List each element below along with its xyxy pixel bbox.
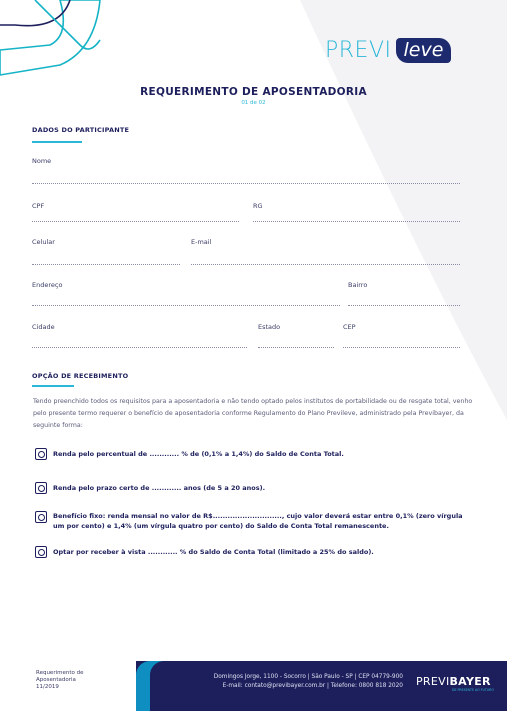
option-percentual-text: Renda pelo percentual de ............ % de (0,1% a 1,4%) do Saldo de Conta Total. xyxy=(53,450,344,458)
page-title: REQUERIMENTO DE APOSENTADORIA xyxy=(140,86,367,98)
endereco-field[interactable] xyxy=(32,305,340,306)
logo-suffix: leve xyxy=(396,38,452,63)
estado-label: Estado xyxy=(258,323,281,331)
option-prazo-text: Renda pelo prazo certo de ............ anos (de 5 a 20 anos). xyxy=(53,484,266,492)
previleve-logo xyxy=(325,36,451,64)
bairro-field[interactable] xyxy=(348,305,460,306)
footer-doc-line3: 11/2019 xyxy=(36,684,59,690)
section-underline xyxy=(32,141,82,143)
option-vista-radio[interactable] xyxy=(35,546,47,558)
endereco-label: Endereço xyxy=(32,281,63,289)
page-indicator: 01 de 02 xyxy=(241,100,266,106)
logo-prefix: PREVI xyxy=(325,37,392,63)
cidade-field[interactable] xyxy=(32,347,247,348)
receipt-heading: OPÇÃO DE RECEBIMENTO xyxy=(32,372,129,380)
estado-field[interactable] xyxy=(258,347,334,348)
footer-tagline: DE PRESENTE AO FUTURO xyxy=(452,688,494,692)
footer-email-phone: E-mail: contato@previbayer.com.br | Telefone: 0800 818 2020 xyxy=(222,683,403,689)
cep-field[interactable] xyxy=(343,347,460,348)
rg-field[interactable] xyxy=(253,221,460,222)
participant-heading: DADOS DO PARTICIPANTE xyxy=(32,126,130,134)
section-underline xyxy=(32,385,74,387)
footer-contact xyxy=(190,673,403,691)
nome-field[interactable] xyxy=(32,183,460,184)
footer-doc-info xyxy=(36,670,83,691)
footer-logo-light: PREVI xyxy=(416,675,450,688)
option-fixo-radio[interactable] xyxy=(35,511,47,523)
celular-field[interactable] xyxy=(32,264,180,265)
footer-logo-bold: BAYER xyxy=(449,675,491,688)
email-label: E-mail xyxy=(191,238,212,246)
intro-paragraph: Tendo preenchido todos os requisitos para a aposentadoria e não tendo optado pelos institutos de portabilidade ou de resgate total, venho pelo presente termo requerer o benefício de aposentadoria conforme Regulamento do Plano Previleve, administrado pela Previbayer, da seguinte forma: xyxy=(33,398,473,429)
celular-label: Celular xyxy=(32,238,55,246)
cpf-label: CPF xyxy=(32,202,45,210)
previbayer-logo xyxy=(416,675,491,688)
footer-doc-line1: Requerimento de xyxy=(36,670,84,676)
cpf-field[interactable] xyxy=(32,221,239,222)
footer-doc-line2: Aposentadoria xyxy=(36,677,76,683)
cidade-label: Cidade xyxy=(32,323,55,331)
option-fixo-text: Benefício fixo: renda mensal no valor de R$............................, cujo valor deverá estar entre 0,1% (zero vírgula um por cento) e 1,4% (um vírgula quatro por cento) do Saldo de Conta Total remanescente. xyxy=(53,512,463,530)
option-vista-text: Optar por receber à vista ............ % do Saldo de Conta Total (limitado a 25% do saldo). xyxy=(53,548,374,556)
option-percentual-radio[interactable] xyxy=(35,448,47,460)
nome-label: Nome xyxy=(32,157,52,165)
email-field[interactable] xyxy=(191,264,460,265)
cep-label: CEP xyxy=(343,323,356,331)
option-prazo-radio[interactable] xyxy=(35,482,47,494)
bairro-label: Bairro xyxy=(348,281,368,289)
rg-label: RG xyxy=(253,202,263,210)
footer-address: Domingos Jorge, 1100 - Socorro | São Paulo - SP | CEP 04779-900 xyxy=(213,674,403,680)
